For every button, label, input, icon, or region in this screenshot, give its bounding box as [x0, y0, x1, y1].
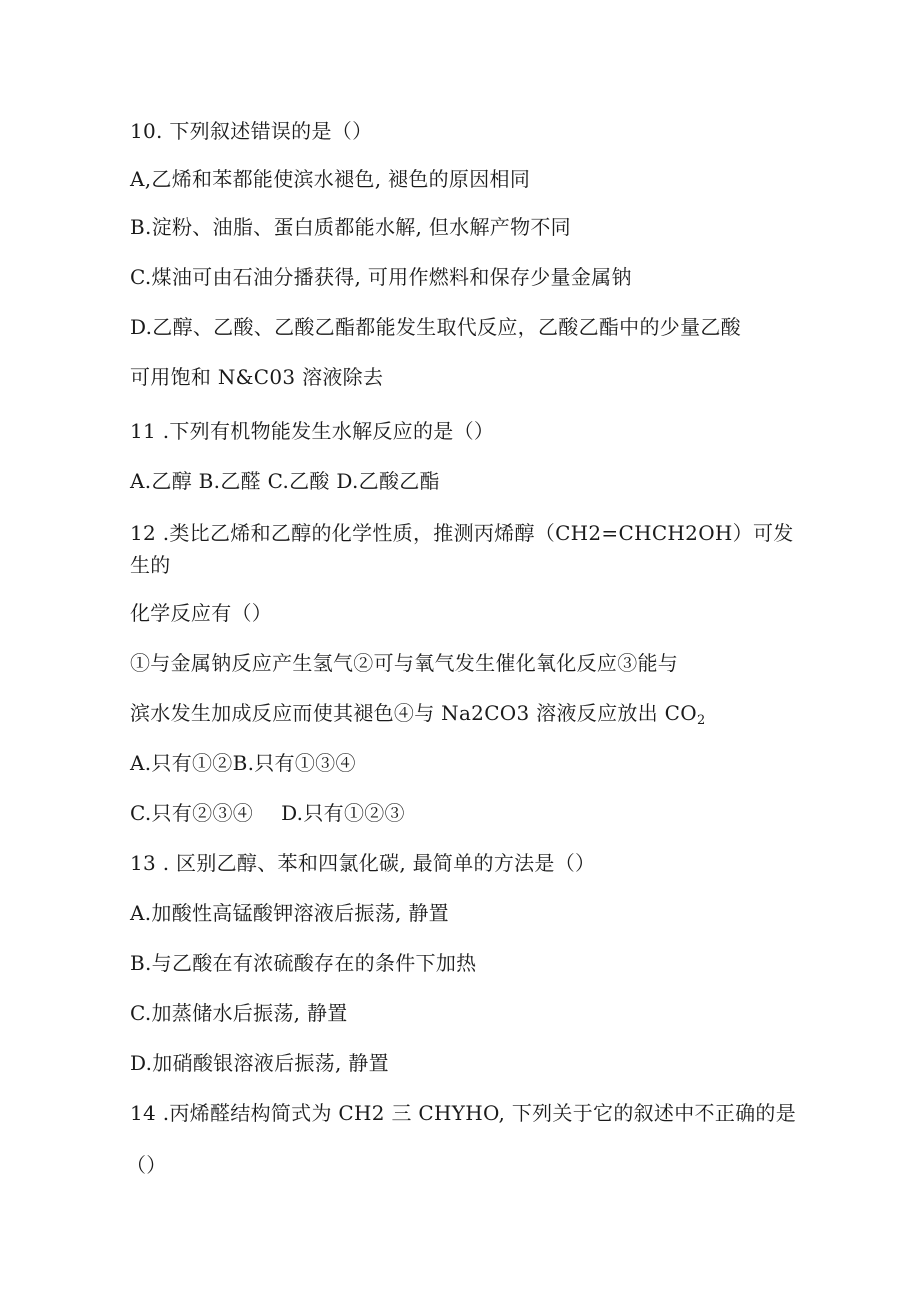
- question-12-statements-continued: [130, 700, 706, 726]
- co2-subscript: 2: [696, 713, 706, 728]
- question-12-statements: ①与金属钠反应产生氢气②可与氧气发生催化氧化反应③能与: [130, 651, 679, 675]
- question-10-option-c: C.煤油可由石油分播获得, 可用作燃料和保存少量金属钠: [130, 265, 632, 289]
- question-12-options-ab: A.只有①②B.只有①③④: [130, 751, 356, 775]
- question-10-option-d-continued: 可用饱和 N&C03 溶液除去: [130, 365, 384, 389]
- question-14-stem-parentheses: （）: [126, 1153, 167, 1177]
- question-14-stem: 14 .丙烯醛结构简式为 CH2 三 CHYHO, 下列关于它的叙述中不正确的是: [130, 1101, 797, 1125]
- question-11-options: A.乙醇 B.乙醛 C.乙酸 D.乙酸乙酯: [130, 469, 440, 493]
- question-12-stem-continued: 化学反应有（）: [130, 601, 273, 625]
- question-13-option-a: A.加酸性高锰酸钾溶液后振荡, 静置: [130, 901, 449, 925]
- statements-text: 滨水发生加成反应而使其褪色④与 Na2CO3 溶液反应放出 CO: [130, 701, 697, 725]
- question-12-option-c: C.只有②③④: [130, 801, 254, 825]
- question-12-stem: 12 .类比乙烯和乙醇的化学性质，推测丙烯醇（CH2=CHCH2OH）可发: [130, 521, 794, 545]
- question-13-option-d: D.加硝酸银溶液后振荡, 静置: [130, 1051, 389, 1075]
- question-10-option-d: D.乙醇、乙酸、乙酸乙酯都能发生取代反应，乙酸乙酯中的少量乙酸: [130, 315, 741, 339]
- question-11-stem: 11 .下列有机物能发生水解反应的是（）: [130, 419, 495, 443]
- question-12-options-cd: [130, 800, 405, 826]
- question-13-option-c: C.加蒸储水后振荡, 静置: [130, 1001, 348, 1025]
- question-13-stem: 13 . 区别乙醇、苯和四氯化碳, 最简单的方法是（）: [130, 851, 596, 875]
- question-10-option-a: A,乙烯和苯都能使滨水褪色, 褪色的原因相同: [130, 167, 531, 191]
- question-12-option-d: D.只有①②③: [281, 801, 405, 825]
- question-10-option-b: B.淀粉、油脂、蛋白质都能水解, 但水解产物不同: [130, 215, 571, 239]
- question-10-stem: 10. 下列叙述错误的是（）: [130, 119, 373, 143]
- question-12-stem-wrap: 生的: [130, 553, 171, 577]
- question-13-option-b: B.与乙酸在有浓硫酸存在的条件下加热: [130, 951, 477, 975]
